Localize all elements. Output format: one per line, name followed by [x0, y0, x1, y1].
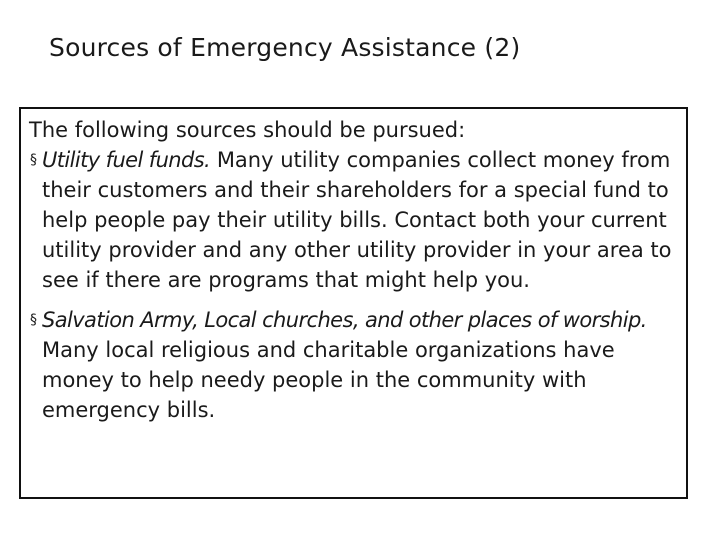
bullet-text: Many local religious and charitable organizations have money to help needy people in the community with emergency bills.	[42, 338, 615, 422]
intro-text: The following sources should be pursued:	[29, 118, 466, 142]
content-box	[19, 107, 688, 499]
bullet-text: Many utility companies collect money from their customers and their shareholders for a special fund to help people pay their utility bills. Contact both your current utility provider and any other utility provider in your area to see if there are programs that might help you.	[42, 148, 672, 292]
bullet-item-places-of-worship	[29, 305, 678, 425]
bullet-marker: §	[30, 152, 37, 168]
bullet-lead: Salvation Army, Local churches, and other places of worship.	[42, 308, 647, 332]
bullet-item-utility-fuel-funds	[29, 145, 678, 295]
bullet-lead: Utility fuel funds.	[42, 148, 211, 172]
slide-title: Sources of Emergency Assistance (2)	[49, 33, 521, 62]
bullet-list	[29, 145, 678, 425]
bullet-marker: §	[30, 312, 37, 328]
